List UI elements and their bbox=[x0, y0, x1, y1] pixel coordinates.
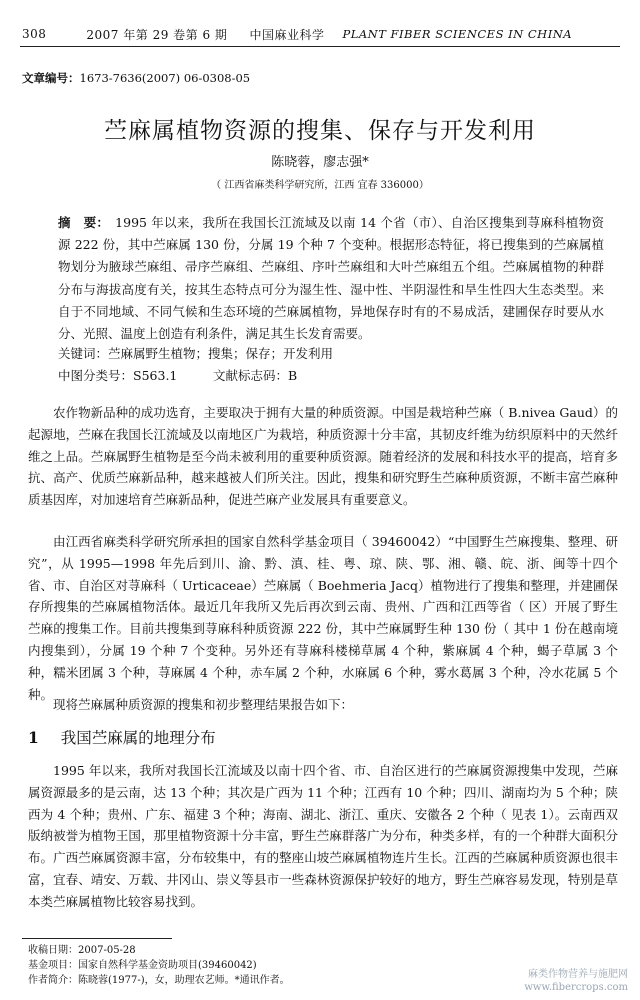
body-paragraph-1: 农作物新品种的成功选育，主要取决于拥有大量的种质资源。中国是栽培种苎麻（ B.nivea Gaud）的起源地，苎麻在我国长江流域及以南地区广为栽培，种质资源十分丰富，其韧皮纤维为纺织原料中的天然纤维之上品。苎麻属野生植物是至今尚未被利用的重要种质资源。随着经济的发展和科技水平的提高，培育多抗、高产、优质苎麻新品种，越来越被人们所关注。因此，搜集和研究野生苎麻种质资源，不断丰富苎麻种质基因库，对加速培育苎麻新品种，促进苎麻产业发展具有重要意义。 bbox=[28, 405, 618, 508]
clc-value: S563.1 bbox=[133, 368, 178, 383]
header-rule bbox=[20, 46, 620, 47]
paper-title: 苎麻属植物资源的搜集、保存与开发利用 bbox=[104, 118, 536, 144]
abstract bbox=[58, 212, 604, 345]
footnote-fund: 基金项目：国家自然科学基金资助项目(39460042) bbox=[28, 960, 257, 971]
clc-label: 中图分类号： bbox=[58, 368, 134, 383]
body-paragraph-2: 由江西省麻类科学研究所承担的国家自然科学基金项目（ 39460042）“中国野生苎麻搜集、整理、研究”，从 1995—1998 年先后到川、渝、黔、滇、桂、粤、琼、陕、鄂、湘、赣、皖、浙、闽等十四个省、市、自治区对荨麻科（ Urticaceae）苎麻属（ Boehmeria Jacq）植物进行了搜集和整理，并建圃保存所搜集的苎麻属植物活体。最近几年我所又先后再次到云南、贵州、广西和江西等省（ 区）开展了野生苎麻的搜集工作。目前共搜集到荨麻科种质资源 222 份，其中苎麻属野生种 130 份（ 其中 1 份在越南境内搜集到），分属 19 个种 7 个变种。另外还有荨麻科楼梯草属 4 个种，紫麻属 4 个种，蝎子草属 3 个种，糯米团属 3 个种，荨麻属 4 个种，赤车属 2 个种，水麻属 6 个种，雾水葛属 3 个种，冷水花属 5 个种。 bbox=[28, 534, 618, 702]
footnote-rule bbox=[22, 938, 172, 939]
keywords-label: 关键词： bbox=[58, 346, 109, 361]
abstract-label: 摘 要： bbox=[58, 215, 110, 230]
footnotes bbox=[28, 943, 290, 988]
watermark-line-2: www.fibercrops.com bbox=[524, 982, 628, 993]
footnote-received: 收稿日期：2007-05-28 bbox=[28, 945, 136, 956]
volume-issue: 2007 年第 29 卷第 6 期 bbox=[86, 27, 228, 42]
section-heading bbox=[28, 726, 216, 748]
affiliation: （ 江西省麻类科学研究所，江西 宜春 336000） bbox=[211, 180, 429, 191]
journal-name-en: PLANT FIBER SCIENCES IN CHINA bbox=[342, 27, 573, 41]
keywords bbox=[58, 344, 604, 362]
journal-name-cn: 中国麻业科学 bbox=[249, 27, 325, 42]
article-number-label: 文章编号： bbox=[22, 71, 80, 85]
watermark-line-1: 麻类作物营养与施肥网 bbox=[528, 969, 628, 980]
footnote-author: 作者简介：陈晓蓉(1977-)，女，助理农艺师。*通讯作者。 bbox=[28, 975, 290, 986]
running-header bbox=[22, 22, 618, 46]
authors: 陈晓蓉，廖志强* bbox=[271, 155, 369, 170]
article-number bbox=[22, 70, 250, 86]
watermark bbox=[524, 968, 628, 994]
doc-code-value: B bbox=[288, 368, 298, 383]
section-number: 1 bbox=[28, 727, 39, 747]
classification bbox=[58, 366, 604, 384]
page-number: 308 bbox=[22, 27, 47, 41]
doc-code-label: 文献标志码： bbox=[213, 368, 289, 383]
article-number-value: 1673-7636(2007) 06-0308-05 bbox=[79, 71, 251, 85]
abstract-text: 1995 年以来，我所在我国长江流域及以南 14 个省（市）、自治区搜集到荨麻科植物资源 222 份，其中苎麻属 130 份，分属 19 个种 7 个变种。根据形态特征，将已搜集到的苎麻属植物划分为腋球苎麻组、帚序苎麻组、苎麻组、序叶苎麻组和大叶苎麻组五个组。苎麻属植物的种群分布与海拔高度有关，按其生态特点可分为湿生性、湿中性、半阴湿性和旱生性四大生态类型。来自于不同地域、不同气候和生态环境的苎麻属植物，异地保存时有的不易成活，建圃保存时要从水分、光照、温度上创造有利条件，满足其生长发育需要。 bbox=[58, 215, 604, 342]
section-title: 我国苎麻属的地理分布 bbox=[60, 729, 216, 747]
section-paragraph: 1995 年以来，我所对我国长江流域及以南十四个省、市、自治区进行的苎麻属资源搜集中发现，苎麻属资源最多的是云南，达 13 个种；其次是广西为 11 个种；江西有 10 个种；四川、湖南均为 5 个种；陕西为 4 个种；贵州、广东、福建 3 个种；海南、湖北、浙江、重庆、安徽各 2 个种（ 见表 1）。云南西双版纳被誉为植物王国，那里植物资源十分丰富，野生苎麻群落广为分布，种类多样，有的一个种群大面积分布。广西苎麻属资源丰富，分布较集中，有的整座山坡苎麻属植物连片生长。江西的苎麻属种质资源也很丰富，宜春、靖安、万载、井冈山、崇义等县市一些森林资源保护较好的地方，野生苎麻容易发现，特别是草本类苎麻属植物比较容易找到。 bbox=[28, 763, 618, 909]
body-paragraph-3: 现将苎麻属种质资源的搜集和初步整理结果报告如下： bbox=[53, 697, 354, 712]
keywords-text: 苎麻属野生植物；搜集；保存；开发利用 bbox=[108, 346, 334, 361]
